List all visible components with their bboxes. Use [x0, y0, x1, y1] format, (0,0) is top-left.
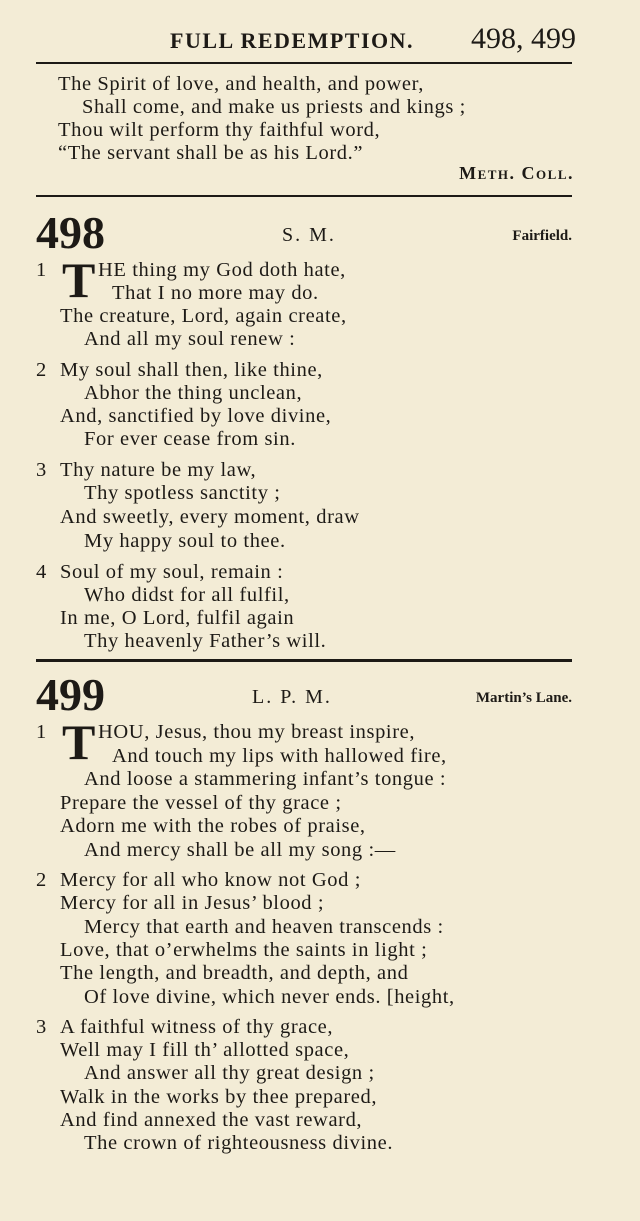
verse-line: The creature, Lord, again create, — [60, 305, 347, 327]
verse-number: 2 — [36, 869, 47, 891]
prev-line: The Spirit of love, and health, and power, — [58, 73, 424, 95]
verse-line: Walk in the works by thee prepared, — [60, 1086, 378, 1108]
verse-line: Mercy for all in Jesus’ blood ; — [60, 892, 325, 914]
verse-line: And loose a stammering infant’s tongue : — [84, 768, 447, 790]
verse-number: 2 — [36, 359, 47, 381]
verse-line: The crown of righteousness divine. — [84, 1132, 394, 1154]
verse-line: A faithful witness of thy grace, — [60, 1016, 334, 1038]
verse-line: And all my soul renew : — [84, 328, 296, 350]
verse-line: Mercy for all who know not God ; — [60, 869, 362, 891]
verse-line: Mercy that earth and heaven transcends : — [84, 916, 444, 938]
verse-line: Thy nature be my law, — [60, 459, 257, 481]
attribution: Meth. Coll. — [459, 163, 574, 183]
verse-line: My happy soul to thee. — [84, 530, 286, 552]
header-rule — [36, 62, 572, 64]
tune-name: Martin’s Lane. — [475, 690, 572, 706]
prev-line: Shall come, and make us priests and kings ; — [82, 96, 466, 118]
verse-line: Prepare the vessel of thy grace ; — [60, 792, 342, 814]
verse-line: Abhor the thing unclean, — [84, 382, 303, 404]
verse-line: Thy spotless sanctity ; — [84, 482, 281, 504]
running-title: FULL REDEMPTION. — [170, 28, 415, 53]
verse-line: Of love divine, which never ends. [height, — [84, 986, 455, 1008]
section-rule — [36, 195, 572, 197]
verse-line: HE thing my God doth hate, — [98, 259, 346, 281]
page-hymn-numbers: 498, 499 — [471, 22, 576, 55]
verse-number: 1 — [36, 721, 47, 743]
verse-line: For ever cease from sin. — [84, 428, 296, 450]
hymn-number: 498 — [36, 207, 105, 258]
verse-line: And sweetly, every moment, draw — [60, 506, 360, 528]
verse-line: Love, that o’erwhelms the saints in light ; — [60, 939, 428, 961]
verse-line: HOU, Jesus, thou my breast inspire, — [98, 721, 416, 743]
verse-line: Adorn me with the robes of praise, — [60, 815, 366, 837]
hymn-number: 499 — [36, 669, 105, 720]
drop-cap: T — [62, 252, 96, 308]
verse-line: In me, O Lord, fulfil again — [60, 607, 295, 629]
tune-name: Fairfield. — [512, 228, 572, 244]
verse-line: And, sanctified by love divine, — [60, 405, 332, 427]
verse-number: 1 — [36, 259, 47, 281]
verse-line: Thy heavenly Father’s will. — [84, 630, 327, 652]
verse-number: 4 — [36, 561, 47, 583]
verse-line: And touch my lips with hallowed fire, — [112, 745, 447, 767]
verse-line: Well may I fill th’ allotted space, — [60, 1039, 350, 1061]
drop-cap: T — [62, 714, 96, 770]
verse-line: My soul shall then, like thine, — [60, 359, 323, 381]
section-rule — [36, 659, 572, 662]
hymn-meter: S. M. — [282, 224, 336, 246]
page-header — [36, 22, 576, 58]
hymn-499-heading — [36, 669, 576, 728]
prev-line: Thou wilt perform thy faithful word, — [58, 119, 381, 141]
verse-number: 3 — [36, 459, 47, 481]
verse-line: Who didst for all fulfil, — [84, 584, 290, 606]
verse-line: And find annexed the vast reward, — [60, 1109, 363, 1131]
hymn-498-heading — [36, 207, 576, 266]
verse-line: Soul of my soul, remain : — [60, 561, 284, 583]
verse-line: And mercy shall be all my song :— — [84, 839, 396, 861]
verse-line: That I no more may do. — [112, 282, 319, 304]
verse-line: The length, and breadth, and depth, and — [60, 962, 409, 984]
verse-number: 3 — [36, 1016, 47, 1038]
verse-line: And answer all thy great design ; — [84, 1062, 375, 1084]
prev-line: “The servant shall be as his Lord.” — [58, 142, 364, 164]
hymn-meter: L. P. M. — [252, 686, 332, 708]
